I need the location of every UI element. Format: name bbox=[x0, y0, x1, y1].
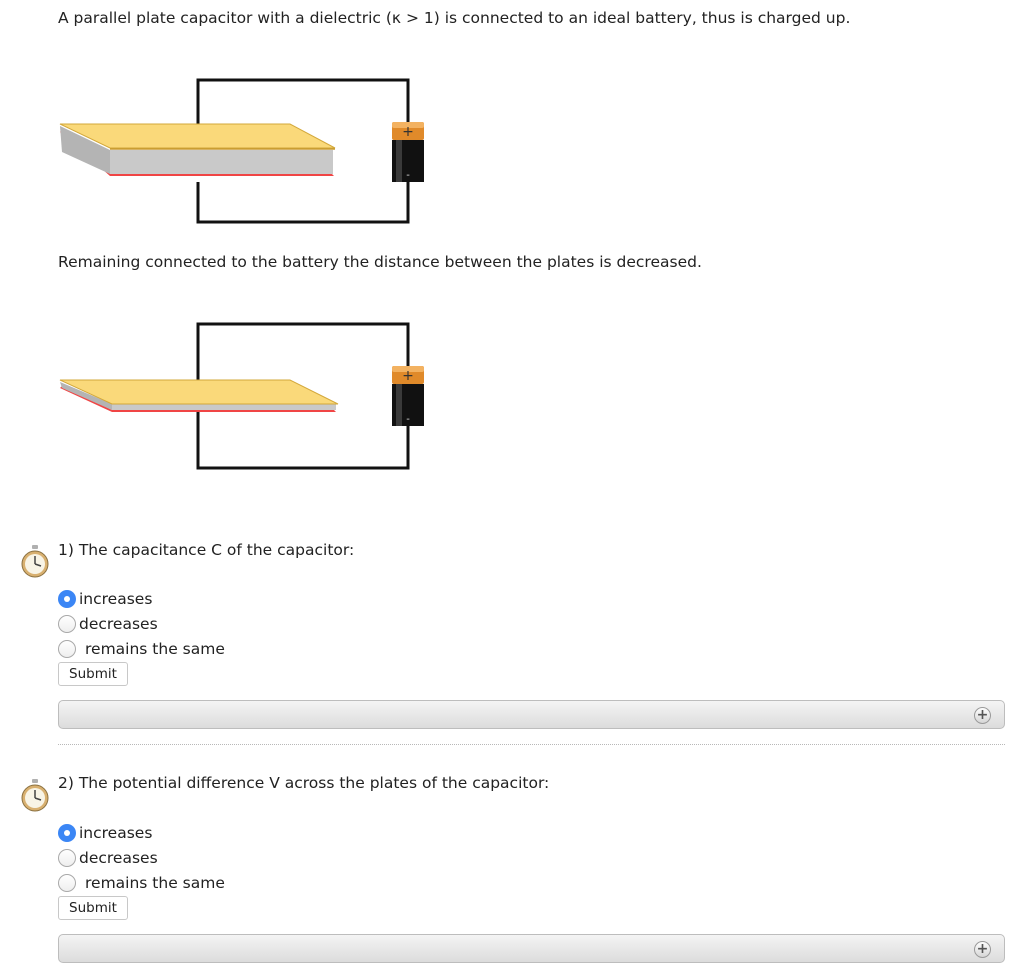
dielectric-front bbox=[112, 404, 336, 410]
dielectric-front bbox=[110, 150, 333, 174]
capacitor-diagram-initial bbox=[50, 70, 450, 250]
radio-unselected[interactable] bbox=[58, 615, 76, 633]
expand-plus-icon[interactable]: + bbox=[974, 707, 991, 724]
intro-text: A parallel plate capacitor with a dielectric (κ > 1) is connected to an ideal battery, thus is charged up. bbox=[58, 9, 851, 27]
q1-submit-button[interactable]: Submit bbox=[58, 662, 128, 686]
svg-text:+: + bbox=[402, 368, 414, 384]
capacitor-diagram-decreased bbox=[50, 314, 450, 494]
question-1-prompt: 1) The capacitance C of the capacitor: bbox=[58, 541, 355, 559]
radio-selected[interactable] bbox=[58, 590, 76, 608]
q2-option-remains-same[interactable]: remains the same bbox=[58, 872, 225, 894]
q2-hint-bar[interactable] bbox=[58, 934, 1005, 963]
battery-icon bbox=[392, 366, 424, 426]
top-wire bbox=[198, 324, 408, 380]
q1-option-increases[interactable]: increases bbox=[58, 588, 152, 610]
bottom-wire bbox=[198, 410, 408, 468]
svg-text:-: - bbox=[406, 170, 410, 181]
radio-selected[interactable] bbox=[58, 824, 76, 842]
q2-submit-button[interactable]: Submit bbox=[58, 896, 128, 920]
battery-icon bbox=[392, 122, 424, 182]
expand-plus-icon[interactable]: + bbox=[974, 941, 991, 958]
q1-hint-bar[interactable] bbox=[58, 700, 1005, 729]
radio-unselected[interactable] bbox=[58, 640, 76, 658]
condition-text: Remaining connected to the battery the distance between the plates is decreased. bbox=[58, 253, 702, 271]
timer-icon bbox=[20, 544, 50, 580]
q2-option-increases[interactable]: increases bbox=[58, 822, 152, 844]
svg-text:+: + bbox=[402, 124, 414, 140]
q1-option-decreases[interactable]: decreases bbox=[58, 613, 158, 635]
top-plate bbox=[60, 124, 335, 148]
timer-icon bbox=[20, 778, 50, 814]
bottom-wire bbox=[198, 180, 408, 222]
question-2-prompt: 2) The potential difference V across the plates of the capacitor: bbox=[58, 774, 550, 792]
question-divider bbox=[58, 744, 1005, 745]
svg-text:-: - bbox=[406, 414, 410, 425]
q1-option-remains-same[interactable]: remains the same bbox=[58, 638, 225, 660]
radio-unselected[interactable] bbox=[58, 874, 76, 892]
q2-option-decreases[interactable]: decreases bbox=[58, 847, 158, 869]
radio-unselected[interactable] bbox=[58, 849, 76, 867]
